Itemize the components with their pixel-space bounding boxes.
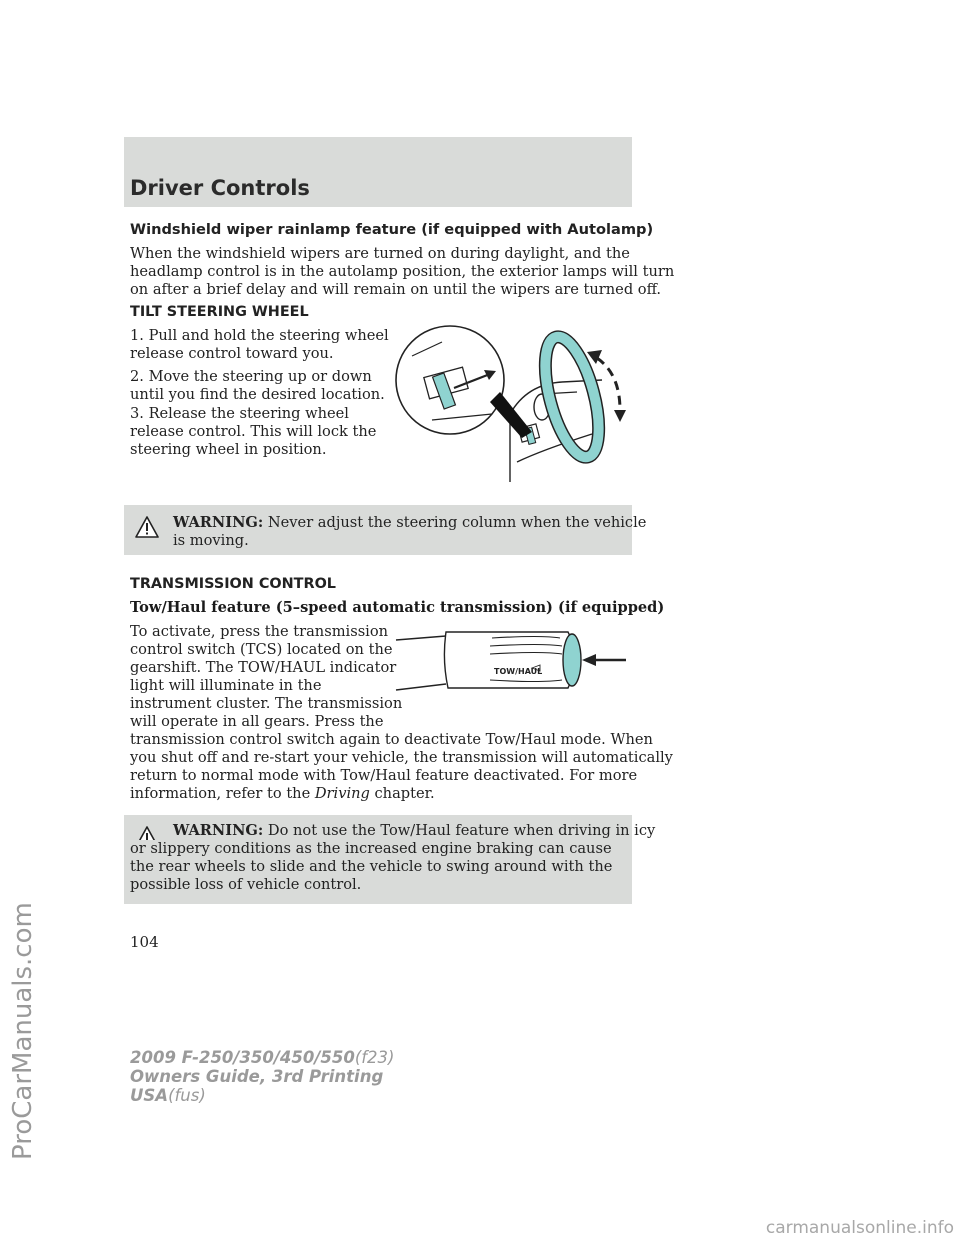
page-number: 104: [130, 933, 159, 951]
towhaul-label: TOW/HAUL: [494, 667, 543, 676]
tilt-warning-text-cont: is moving.: [173, 532, 249, 549]
towhaul-subheading: Tow/Haul feature (5–speed automatic transmission) (if equipped): [130, 599, 665, 616]
footer: 2009 F-250/350/450/550(f23) Owners Guide, 3rd Printing USA(fus): [130, 1048, 395, 1105]
tilt-step-1: 1. Pull and hold the steering wheel release control toward you.: [130, 327, 389, 362]
gearshift-knob: [444, 632, 575, 688]
rainlamp-heading: Windshield wiper rainlamp feature (if equipped with Autolamp): [130, 221, 654, 238]
towhaul-button-end: [563, 634, 581, 686]
tilt-heading: TILT STEERING WHEEL: [130, 304, 309, 320]
towhaul-paragraph-narrow: To activate, press the transmission control switch (TCS) located on the gearshift. The TOW/HAUL indicator light will illuminate in the instrument cluster. The transmission will operate in all gears. Press the: [130, 623, 403, 730]
tilt-step-3: 3. Release the steering wheel release control. This will lock the steering wheel in position.: [130, 405, 377, 458]
steering-wheel-illustration: [392, 322, 642, 482]
press-arrow-icon: [582, 654, 596, 666]
page-title: Driver Controls: [130, 176, 310, 200]
tilt-step-2: 2. Move the steering up or down until you find the desired location.: [130, 368, 385, 403]
tilt-warning-box: [124, 505, 647, 555]
gearshift-illustration: [392, 622, 634, 694]
towhaul-warning-text-cont: or slippery conditions as the increased engine braking can cause the rear wheels to slide and the vehicle to swing around with the possible loss of vehicle control.: [124, 840, 632, 904]
side-watermark: ProCarManuals.com: [8, 902, 38, 1160]
rainlamp-paragraph: When the windshield wipers are turned on during daylight, and the headlamp control is in the autolamp position, the exterior lamps will turn on after a brief delay and will remain on until the wipers are turned off.: [130, 245, 675, 298]
tilt-warning-text: WARNING: Never adjust the steering column when the vehicle: [173, 514, 647, 531]
bottom-watermark: carmanualsonline.info: [765, 1218, 954, 1238]
transmission-heading: TRANSMISSION CONTROL: [130, 576, 336, 592]
towhaul-warning-text: WARNING: Do not use the Tow/Haul feature when driving in icy: [173, 822, 656, 839]
warning-triangle-icon: [135, 516, 159, 538]
tilt-down-arrow-icon: [614, 410, 626, 422]
towhaul-paragraph-wide: transmission control switch again to deactivate Tow/Haul mode. When you shut off and re-start your vehicle, the transmission will automatically return to normal mode with Tow/Haul feature deactivated. For more information, refer to the Driving chapter.: [130, 731, 673, 802]
